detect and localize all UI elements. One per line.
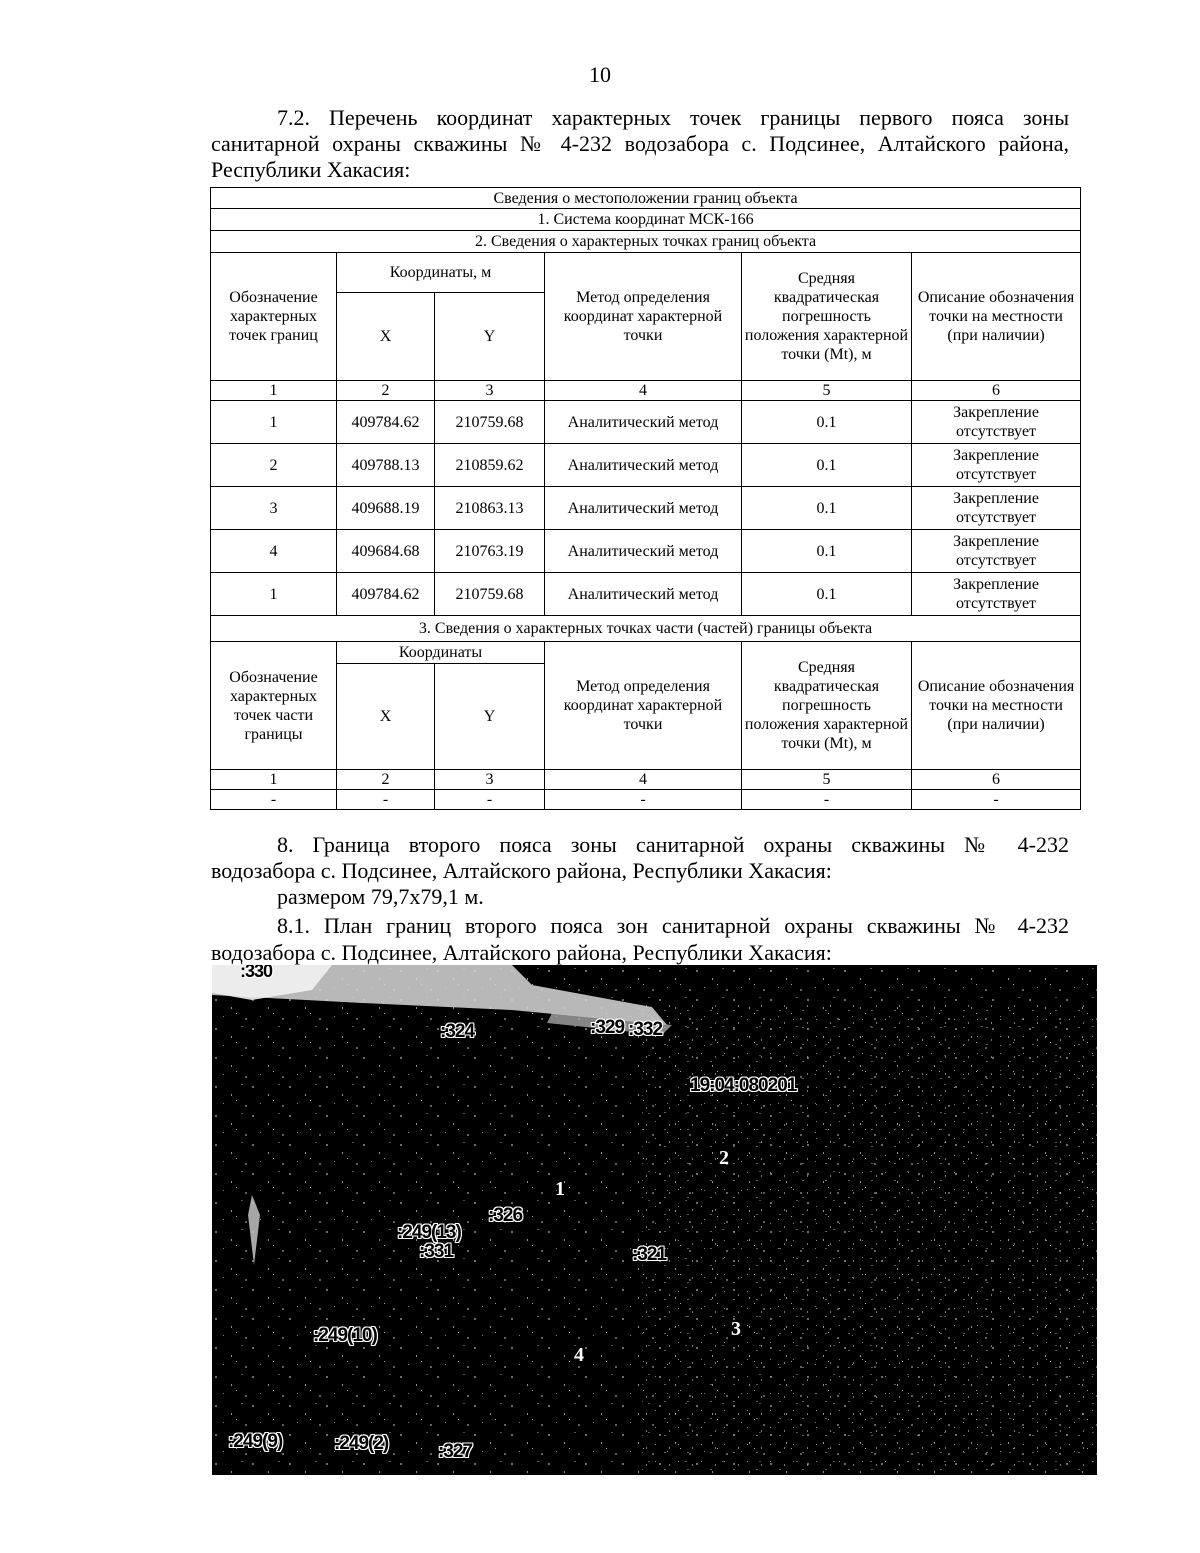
header-x: X: [337, 293, 435, 381]
cell-n: 3: [211, 487, 337, 530]
section-8-1-text-b: водозабора с. Подсинее, Алтайского района, Республики Хакасия:: [211, 940, 832, 965]
col-num: 5: [742, 381, 912, 401]
page-number: 10: [589, 62, 611, 87]
table-row: [211, 487, 1081, 530]
cell-n: 2: [211, 444, 337, 487]
header-coords: Координаты, м: [337, 253, 545, 293]
section-8-size-text: размером 79,7х79,1 м.: [277, 884, 484, 909]
col-num: 6: [912, 381, 1081, 401]
cell-desc: Закрепление отсутствует: [912, 530, 1081, 573]
table-row: [211, 444, 1081, 487]
col-num: 3: [435, 381, 545, 401]
cell-dash: -: [545, 790, 742, 810]
cell-dash: -: [742, 790, 912, 810]
section-8-1-line1: [211, 913, 1069, 939]
header3-error: Средняя квадратическая погрешность положения характерной точки (Mt), м: [742, 642, 912, 770]
table-row: [211, 790, 1081, 810]
col-num: 2: [337, 770, 435, 790]
cell-method: Аналитический метод: [545, 573, 742, 616]
header-desc: Описание обозначения точки на местности (при наличии): [912, 253, 1081, 381]
col-num: 1: [211, 770, 337, 790]
cell-desc: Закрепление отсутствует: [912, 444, 1081, 487]
col-num: 5: [742, 770, 912, 790]
col-num: 4: [545, 381, 742, 401]
col-num: 6: [912, 770, 1081, 790]
cell-n: 1: [211, 573, 337, 616]
cell-dash: -: [435, 790, 545, 810]
cell-mt: 0.1: [742, 444, 912, 487]
section-8-text-b: водозабора с. Подсинее, Алтайского района, Республики Хакасия:: [211, 858, 832, 883]
header3-coords: Координаты: [337, 642, 545, 664]
col-num: 4: [545, 770, 742, 790]
header-error: Средняя квадратическая погрешность положения характерной точки (Mt), м: [742, 253, 912, 381]
col-num: 3: [435, 770, 545, 790]
boundary-point: 3: [731, 1318, 741, 1340]
parcel-label: :249(10): [313, 1325, 377, 1346]
cell-desc: Закрепление отсутствует: [912, 573, 1081, 616]
cell-y: 210759.68: [435, 401, 545, 444]
col-num: 1: [211, 381, 337, 401]
cell-method: Аналитический метод: [545, 530, 742, 573]
header3-desc: Описание обозначения точки на местности (при наличии): [912, 642, 1081, 770]
cell-mt: 0.1: [742, 401, 912, 444]
table-row: [211, 401, 1081, 444]
cell-x: 409684.68: [337, 530, 435, 573]
map-noise: [212, 965, 1097, 1475]
header3-designation: Обозначение характерных точек части границы: [211, 642, 337, 770]
header3-x: X: [337, 664, 435, 770]
cell-y: 210863.13: [435, 487, 545, 530]
section-7-2: [211, 105, 1069, 183]
section-7-2-text: 7.2. Перечень координат характерных точек границы первого пояса зоны санитарной охраны скважины № 4-232 водозабора с. Подсинее, Алтайского района, Республики Хакасия:: [211, 105, 1069, 182]
parcel-label: :331: [419, 1241, 454, 1262]
parcel-label: :249(9): [228, 1431, 283, 1452]
parcel-label: :332: [628, 1019, 663, 1040]
cell-n: 4: [211, 530, 337, 573]
col-num: 2: [337, 381, 435, 401]
cell-x: 409784.62: [337, 573, 435, 616]
header-designation: Обозначение характерных точек границ: [211, 253, 337, 381]
boundary-point: 1: [555, 1178, 565, 1200]
cell-mt: 0.1: [742, 487, 912, 530]
table-title: Сведения о местоположении границ объекта: [211, 188, 1081, 209]
parcel-label: :249(13): [397, 1222, 461, 1243]
cell-desc: Закрепление отсутствует: [912, 401, 1081, 444]
parcel-label: :324: [440, 1021, 475, 1042]
section-8-text-a: 8. Граница второго пояса зоны санитарной охраны скважины № 4-232: [277, 832, 1069, 857]
parcel-label: :329: [590, 1017, 625, 1038]
section-8-line1: [211, 832, 1069, 858]
boundary-point: 4: [574, 1344, 584, 1366]
cell-x: 409788.13: [337, 444, 435, 487]
cadastral-number: 19:04:080201: [690, 1075, 797, 1096]
table-row: [211, 530, 1081, 573]
cell-dash: -: [337, 790, 435, 810]
cell-mt: 0.1: [742, 573, 912, 616]
section-8-1-text-a: 8.1. План границ второго пояса зон санитарной охраны скважины № 4-232: [277, 913, 1069, 938]
header3-y: Y: [435, 664, 545, 770]
cell-y: 210763.19: [435, 530, 545, 573]
header-y: Y: [435, 293, 545, 381]
boundary-point: 2: [719, 1147, 729, 1169]
coord-system: 1. Система координат МСК-166: [211, 209, 1081, 231]
parcel-label: :249(2): [334, 1433, 389, 1454]
cell-x: 409688.19: [337, 487, 435, 530]
cell-y: 210859.62: [435, 444, 545, 487]
cell-x: 409784.62: [337, 401, 435, 444]
part3-title: 3. Сведения о характерных точках части (частей) границы объекта: [211, 616, 1081, 642]
parcel-label: :321: [632, 1244, 667, 1265]
section-8-size: [211, 884, 1069, 910]
parcel-label: :330: [240, 965, 273, 981]
cell-n: 1: [211, 401, 337, 444]
cell-dash: -: [912, 790, 1081, 810]
boundary-plan-map: [212, 965, 1097, 1475]
table-row: [211, 573, 1081, 616]
cell-method: Аналитический метод: [545, 401, 742, 444]
cell-y: 210759.68: [435, 573, 545, 616]
parcel-label: :327: [438, 1441, 473, 1462]
cell-dash: -: [211, 790, 337, 810]
cell-mt: 0.1: [742, 530, 912, 573]
cell-desc: Закрепление отсутствует: [912, 487, 1081, 530]
header3-method: Метод определения координат характерной точки: [545, 642, 742, 770]
parcel-label: :326: [488, 1205, 523, 1226]
cell-method: Аналитический метод: [545, 487, 742, 530]
first-zone-table: [210, 187, 1081, 810]
part2-title: 2. Сведения о характерных точках границ объекта: [211, 231, 1081, 253]
header-method: Метод определения координат характерной точки: [545, 253, 742, 381]
cell-method: Аналитический метод: [545, 444, 742, 487]
